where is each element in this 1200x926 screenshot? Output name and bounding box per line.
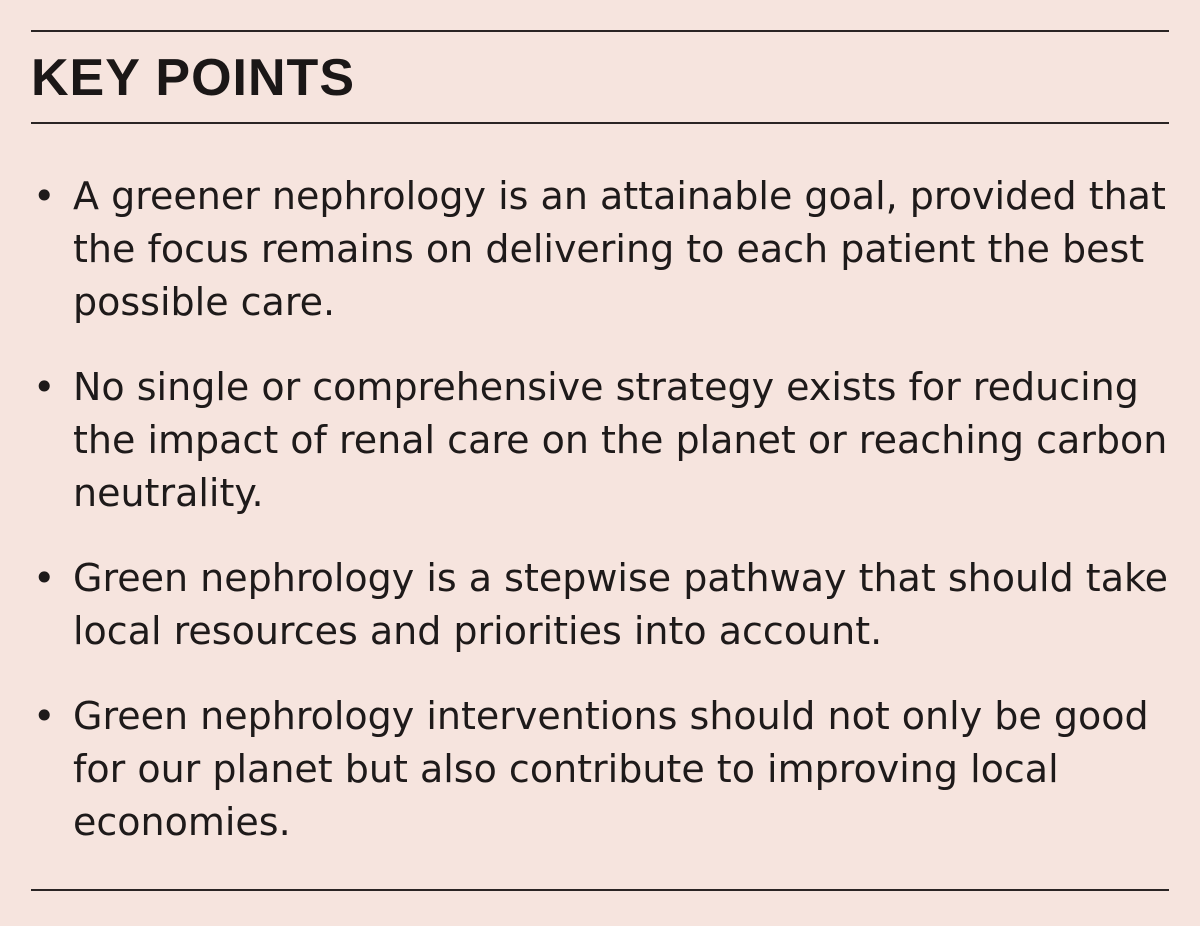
bottom-rule [31, 889, 1169, 891]
key-point-item [31, 690, 1169, 849]
key-point-text: A greener nephrology is an attainable goal, provided that the focus remains on delivering to each patient the best possible care. [73, 174, 1166, 324]
bullet-icon: • [33, 174, 56, 218]
heading-divider [31, 122, 1169, 124]
bullet-icon: • [33, 365, 56, 409]
key-point-item [31, 361, 1169, 520]
bullet-icon: • [33, 556, 56, 600]
key-point-item [31, 170, 1169, 329]
key-point-text: No single or comprehensive strategy exists for reducing the impact of renal care on the planet or reaching carbon neutrality. [73, 365, 1168, 515]
key-points-heading: KEY POINTS [31, 49, 356, 107]
top-rule [31, 30, 1169, 32]
key-point-item [31, 552, 1169, 658]
bullet-icon: • [33, 694, 56, 738]
key-point-text: Green nephrology interventions should not only be good for our planet but also contribute to improving local economies. [73, 694, 1149, 844]
key-points-list [31, 170, 1169, 849]
key-point-text: Green nephrology is a stepwise pathway that should take local resources and priorities into account. [73, 556, 1169, 653]
